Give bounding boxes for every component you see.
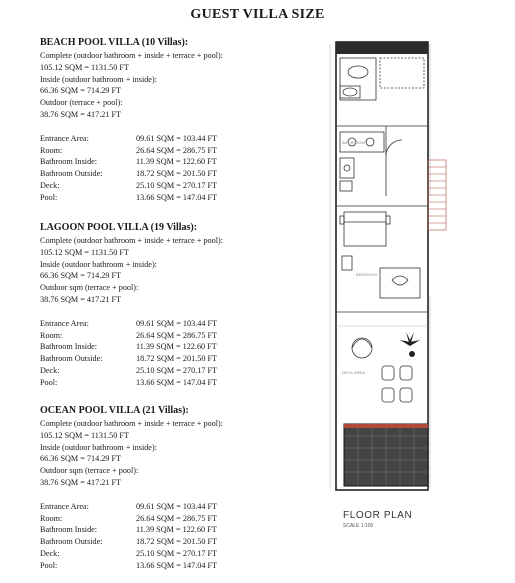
area-label: Room: xyxy=(40,513,63,523)
area-row xyxy=(40,548,310,560)
area-value: 11.39 SQM = 122.60 FT xyxy=(136,342,217,352)
area-value: 26.64 SQM = 286.75 FT xyxy=(136,513,218,523)
villa-size-line: Inside (outdoor bathroom + inside): xyxy=(40,442,157,452)
villa-size-line: 105.12 SQM = 1131.50 FT xyxy=(40,430,129,440)
area-row xyxy=(40,318,310,330)
area-label: Bathroom Inside: xyxy=(40,525,98,535)
floor-plan-title: FLOOR PLAN xyxy=(343,510,413,521)
area-label: Pool: xyxy=(40,192,58,202)
bedroom xyxy=(336,206,428,298)
area-row xyxy=(40,353,310,365)
area-value: 11.39 SQM = 122.60 FT xyxy=(136,525,217,535)
villa-size-line: Inside (outdoor bathroom + inside): xyxy=(40,74,157,84)
villa-size-line: 66.36 SQM = 714.29 FT xyxy=(40,454,122,464)
area-row xyxy=(40,180,310,192)
plant-icon xyxy=(400,332,420,357)
area-value: 25.10 SQM = 270.17 FT xyxy=(136,365,218,375)
area-label: Bathroom Outside: xyxy=(40,169,103,179)
pool xyxy=(344,424,428,486)
room-label: BATHROOM xyxy=(342,140,365,145)
floor-plan-scale: SCALE 1:100 xyxy=(343,523,374,529)
bathroom-inside xyxy=(336,126,428,196)
beach-villa-section xyxy=(40,37,310,204)
area-value: 25.10 SQM = 270.17 FT xyxy=(136,548,218,558)
villa-size-line: Complete (outdoor bathroom + inside + terrace + pool): xyxy=(40,419,224,428)
area-label: Deck: xyxy=(40,548,60,558)
exterior-stairs xyxy=(428,160,446,230)
area-row xyxy=(40,560,310,572)
area-row xyxy=(40,156,310,168)
villa-heading: OCEAN POOL VILLA (21 Villas): xyxy=(40,405,189,416)
area-list xyxy=(40,318,310,389)
area-label: Bathroom Outside: xyxy=(40,354,103,364)
villa-size-line: 105.12 SQM = 1131.50 FT xyxy=(40,62,129,72)
area-label: Room: xyxy=(40,330,63,340)
garden-band xyxy=(336,42,428,54)
villa-size-line: 38.76 SQM = 417.21 FT xyxy=(40,294,122,304)
planter-strip xyxy=(330,44,430,488)
area-row xyxy=(40,145,310,157)
villa-size-line: Outdoor sqm (terrace + pool): xyxy=(40,283,139,293)
area-value: 09.61 SQM = 103.44 FT xyxy=(136,501,218,511)
area-label: Deck: xyxy=(40,365,60,375)
area-label: Entrance Area: xyxy=(40,133,89,143)
villa-heading: LAGOON POOL VILLA (19 Villas): xyxy=(40,222,198,233)
area-row xyxy=(40,168,310,180)
villa-size-line: 66.36 SQM = 714.29 FT xyxy=(40,86,122,96)
area-value: 25.10 SQM = 270.17 FT xyxy=(136,180,218,190)
area-value: 09.61 SQM = 103.44 FT xyxy=(136,133,218,143)
area-row xyxy=(40,536,310,548)
area-value: 11.39 SQM = 122.60 FT xyxy=(136,157,217,167)
area-value: 09.61 SQM = 103.44 FT xyxy=(136,318,218,328)
area-row xyxy=(40,377,310,389)
villa-size-line: 105.12 SQM = 1131.50 FT xyxy=(40,247,129,257)
deck-area xyxy=(336,312,428,402)
area-row xyxy=(40,192,310,204)
area-value: 13.66 SQM = 147.04 FT xyxy=(136,192,218,202)
ocean-villa-section xyxy=(40,405,310,572)
area-label: Bathroom Inside: xyxy=(40,157,98,167)
area-value: 13.66 SQM = 147.04 FT xyxy=(136,377,218,387)
area-value: 26.64 SQM = 286.75 FT xyxy=(136,145,218,155)
room-label: BEDROOM xyxy=(356,272,377,277)
area-value: 18.72 SQM = 201.50 FT xyxy=(136,537,218,547)
room-label: DECK AREA xyxy=(342,370,365,375)
area-value: 18.72 SQM = 201.50 FT xyxy=(136,354,218,364)
area-row xyxy=(40,341,310,353)
villa-size-line: 66.36 SQM = 714.29 FT xyxy=(40,271,122,281)
area-label: Entrance Area: xyxy=(40,501,89,511)
area-label: Pool: xyxy=(40,560,58,570)
outer-walls xyxy=(336,42,428,490)
villa-size-line: 38.76 SQM = 417.21 FT xyxy=(40,477,122,487)
area-label: Bathroom Inside: xyxy=(40,342,98,352)
area-label: Bathroom Outside: xyxy=(40,537,103,547)
area-row xyxy=(40,513,310,525)
villa-size-line: Complete (outdoor bathroom + inside + terrace + pool): xyxy=(40,51,224,60)
villa-size-line: Complete (outdoor bathroom + inside + terrace + pool): xyxy=(40,236,224,245)
area-list xyxy=(40,501,310,572)
villa-size-line: Inside (outdoor bathroom + inside): xyxy=(40,259,157,269)
page-title: GUEST VILLA SIZE xyxy=(190,7,325,22)
floor-plan-drawing xyxy=(320,36,450,506)
area-label: Pool: xyxy=(40,377,58,387)
area-list xyxy=(40,133,310,204)
area-label: Room: xyxy=(40,145,63,155)
area-row xyxy=(40,330,310,342)
villa-size-line: Outdoor (terrace + pool): xyxy=(40,98,123,108)
area-row xyxy=(40,133,310,145)
area-label: Deck: xyxy=(40,180,60,190)
villa-size-line: Outdoor sqm (terrace + pool): xyxy=(40,466,139,476)
area-value: 18.72 SQM = 201.50 FT xyxy=(136,169,218,179)
villa-heading: BEACH POOL VILLA (10 Villas): xyxy=(40,37,189,48)
area-row xyxy=(40,524,310,536)
villa-size-line: 38.76 SQM = 417.21 FT xyxy=(40,109,122,119)
area-label: Entrance Area: xyxy=(40,318,89,328)
area-row xyxy=(40,501,310,513)
area-value: 26.64 SQM = 286.75 FT xyxy=(136,330,218,340)
outdoor-bathroom xyxy=(340,58,424,100)
lagoon-villa-section xyxy=(40,222,310,389)
area-row xyxy=(40,365,310,377)
area-value: 13.66 SQM = 147.04 FT xyxy=(136,560,218,570)
